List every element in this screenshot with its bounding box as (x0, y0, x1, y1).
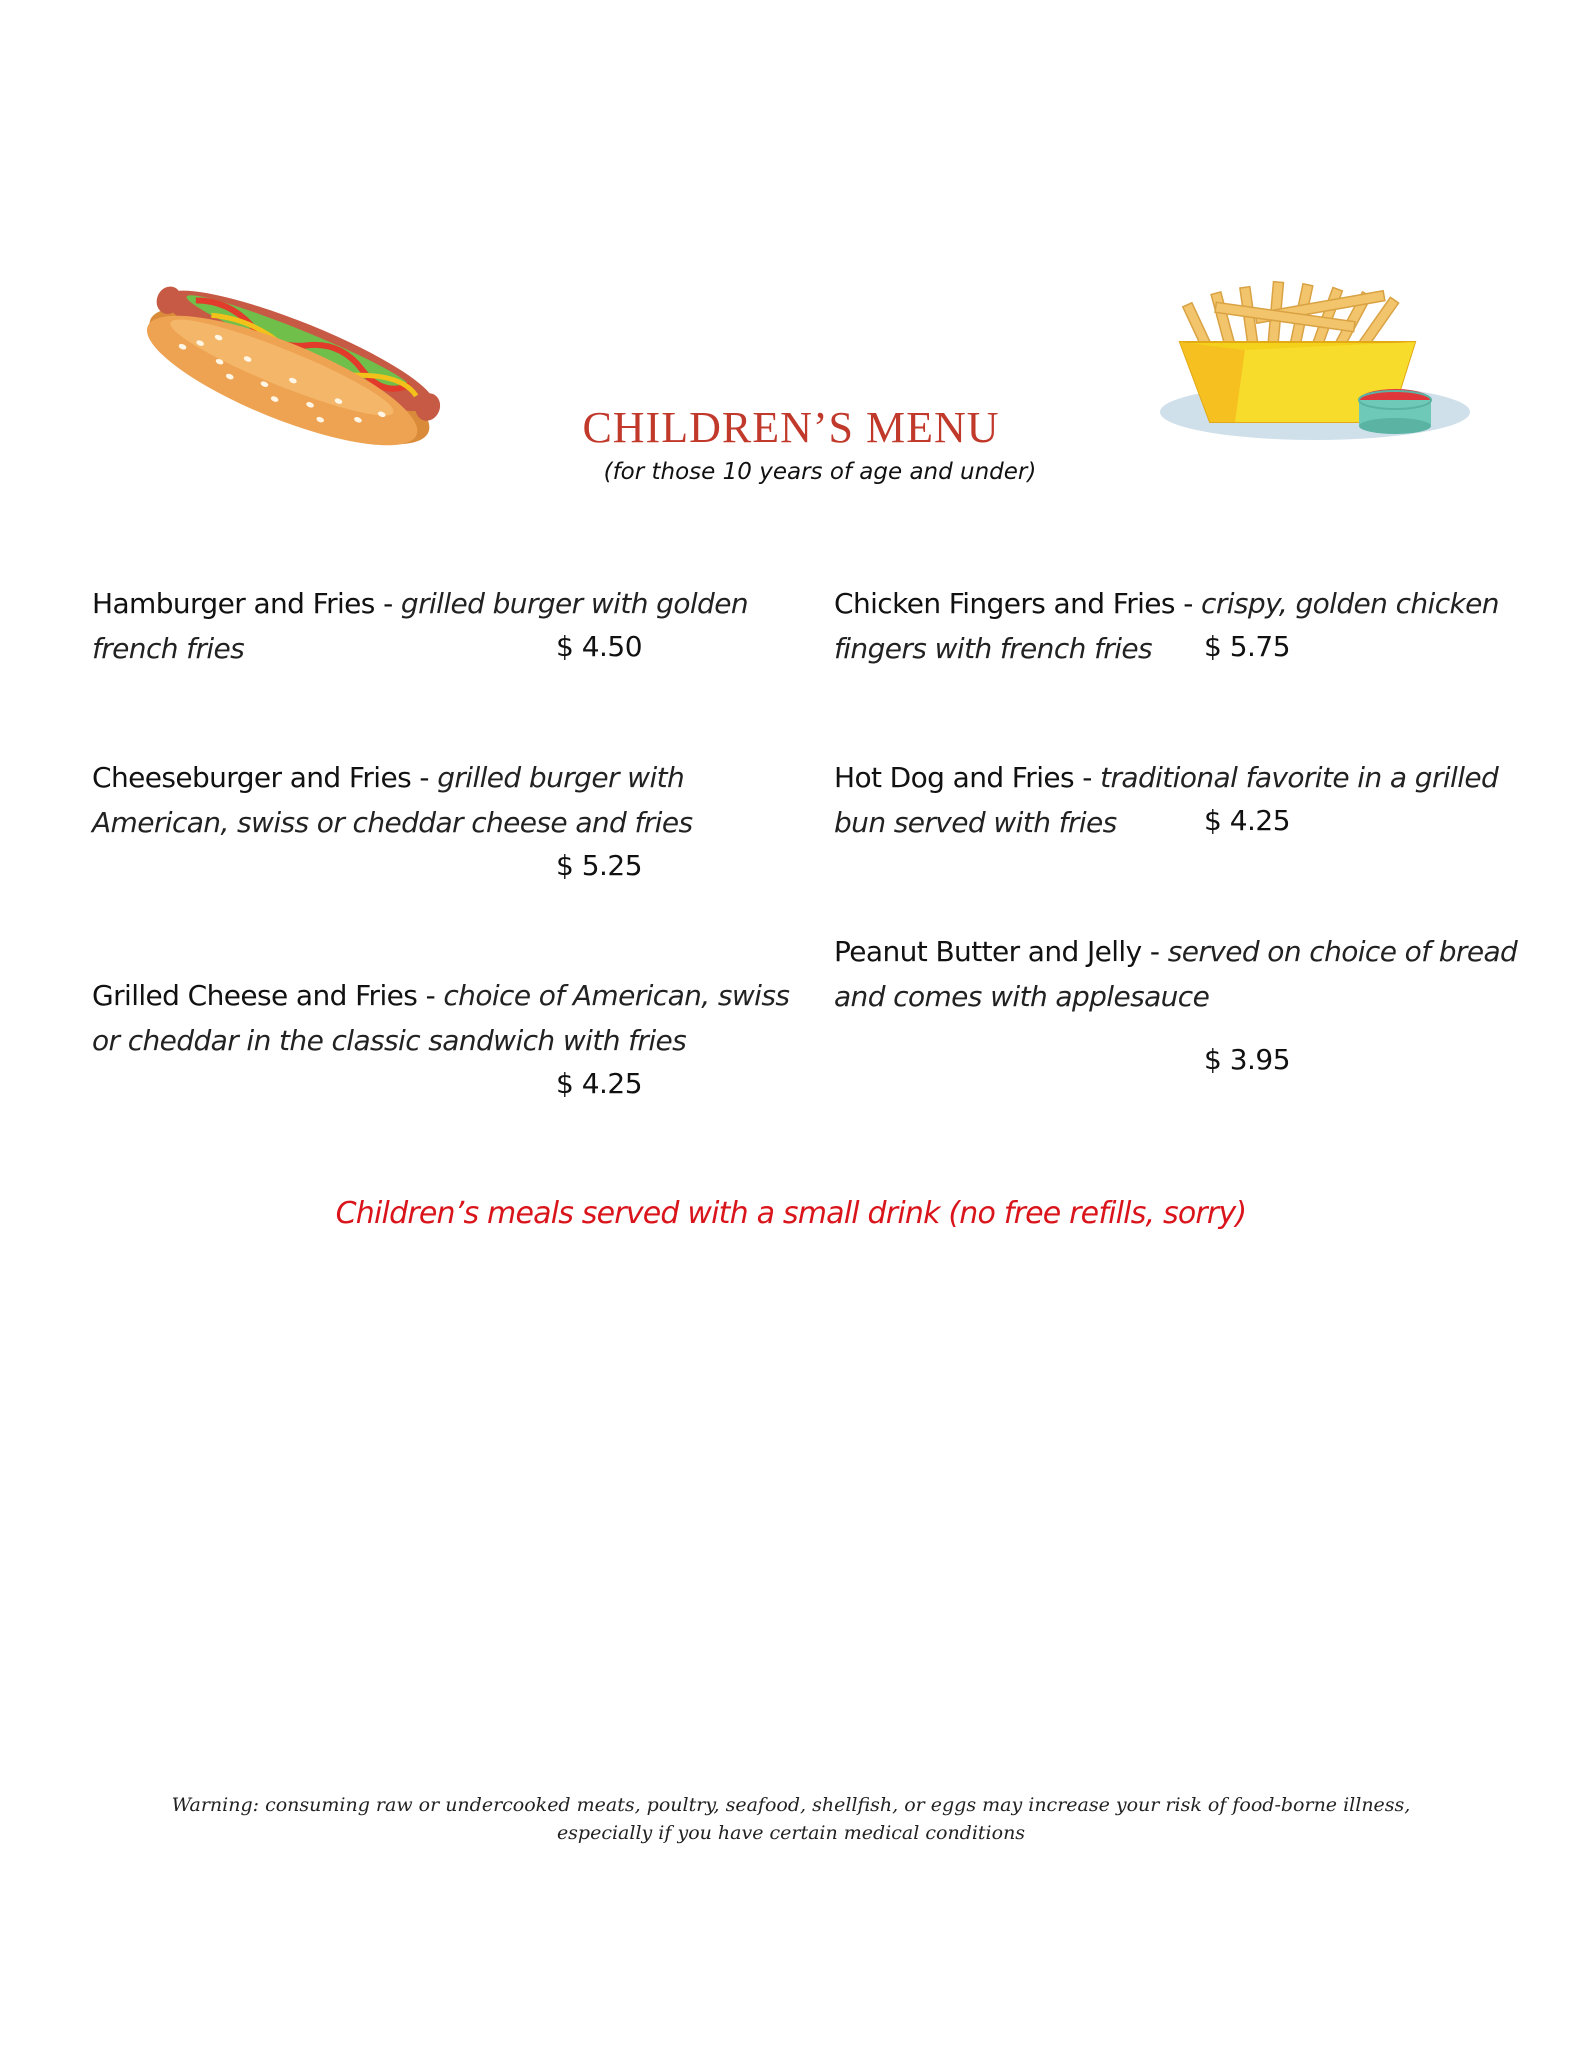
item-separator: - (411, 761, 438, 794)
item-separator: - (374, 587, 401, 620)
item-name: Cheeseburger and Fries (92, 761, 412, 794)
warning-line-2: especially if you have certain medical conditions (556, 1822, 1026, 1844)
item-separator: - (1073, 761, 1101, 794)
item-name: Grilled Cheese and Fries (92, 979, 418, 1012)
item-price: $ 4.25 (556, 1067, 643, 1100)
item-separator: - (417, 979, 444, 1012)
item-description: choice of American, swiss or cheddar in the classic sandwich with fries (92, 979, 790, 1057)
menu-item-grilled-cheese (92, 973, 792, 1063)
menu-item-pbj (834, 929, 1534, 1019)
item-price: $ 4.50 (556, 630, 643, 663)
item-separator: - (1174, 587, 1202, 620)
item-description: grilled burger with golden french fries (92, 587, 749, 665)
item-price: $ 5.25 (556, 849, 643, 882)
item-name: Hamburger and Fries (92, 587, 375, 620)
item-name: Hot Dog and Fries (834, 761, 1074, 794)
page-title: CHILDREN’S MENU (582, 403, 1000, 452)
item-description: grilled burger with American, swiss or cheddar cheese and fries (92, 761, 693, 839)
item-price: $ 5.75 (1204, 630, 1291, 663)
item-price: $ 4.25 (1204, 804, 1291, 837)
health-warning (90, 1791, 1492, 1847)
menu-item-hot-dog (834, 755, 1534, 845)
menu-item-chicken-fingers (834, 581, 1534, 671)
item-description: served on choice of bread and comes with applesauce (834, 935, 1518, 1013)
item-separator: - (1141, 935, 1168, 968)
menu-item-hamburger (92, 581, 792, 671)
item-description: traditional favorite in a grilled bun served with fries (834, 761, 1499, 839)
page-subtitle: (for those 10 years of age and under) (603, 459, 1037, 485)
menu-item-cheeseburger (92, 755, 792, 845)
drink-note: Children’s meals served with a small drink (no free refills, sorry) (335, 1196, 1247, 1231)
item-description: crispy, golden chicken fingers with french fries (834, 587, 1499, 665)
warning-line-1: Warning: consuming raw or undercooked meats, poultry, seafood, shellfish, or eggs may increase your risk of food-borne illness, (171, 1794, 1411, 1816)
item-name: Peanut Butter and Jelly (834, 935, 1142, 968)
item-name: Chicken Fingers and Fries (834, 587, 1175, 620)
item-price: $ 3.95 (1204, 1043, 1291, 1076)
